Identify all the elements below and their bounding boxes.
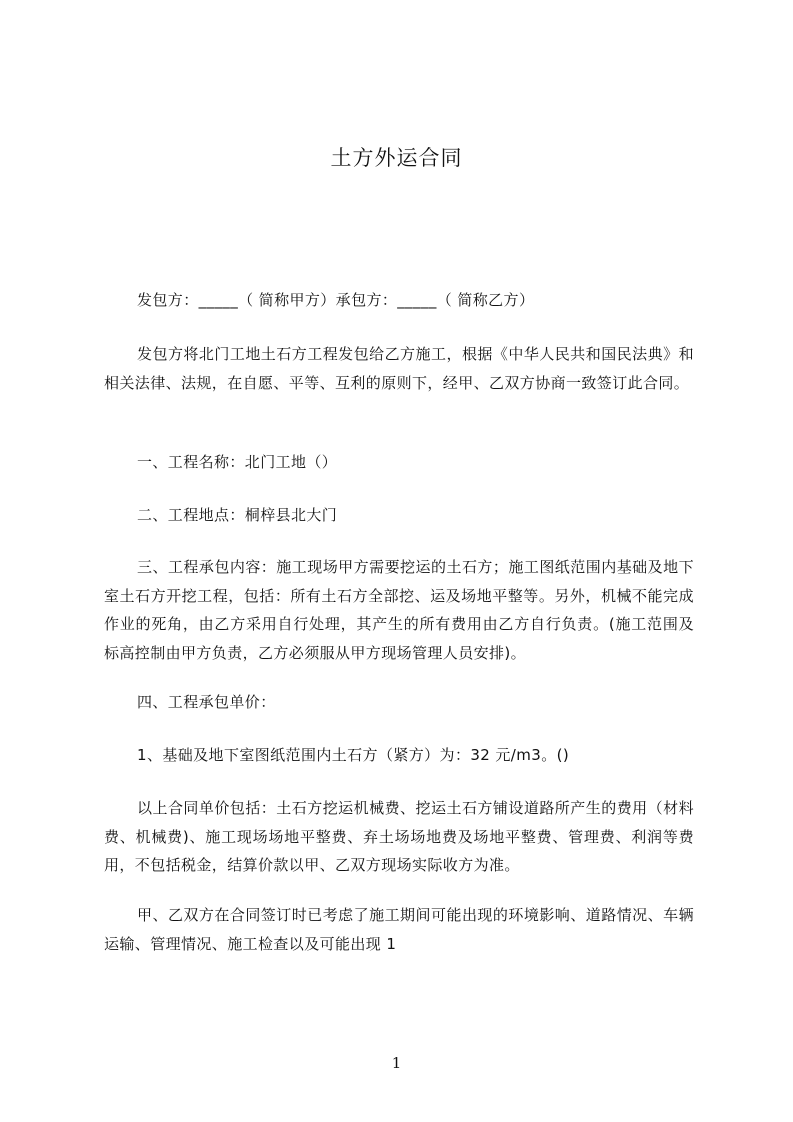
unit-price-item: 1、基础及地下室图纸范围内土石方（紧方）为：32 元/m3。() (137, 746, 570, 764)
project-name-clause: 一、工程名称：北门工地（） (137, 453, 338, 471)
project-location-clause: 二、工程地点：桐梓县北大门 (137, 506, 338, 524)
document-title: 土方外运合同 (330, 146, 463, 170)
contract-scope-clause: 三、工程承包内容：施工现场甲方需要挖运的土石方；施工图纸范围内基础及地下室土石方开挖工程，包括：所有土石方全部挖、运及场地平整等。另外，机械不能完成作业的死角，由乙方采用自行处理，其产生的所有费用由乙方自行负责。(施工范围及标高控制由甲方负责，乙方必须服从甲方现场管理人员安排)。 (104, 558, 694, 662)
final-paragraph: 甲、乙双方在合同签订时已考虑了施工期间可能出现的环境影响、道路情况、车辆运输、管理情况、施工检查以及可能出现 1 (104, 906, 694, 953)
page-number: 1 (391, 1054, 402, 1072)
parties-paragraph: 发包方：_____（ 简称甲方）承包方：_____（ 简称乙方） (137, 291, 535, 309)
price-includes-paragraph: 以上合同单价包括：土石方挖运机械费、挖运土石方铺设道路所产生的费用（材料费、机械费)、施工现场场地平整费、弃土场场地费及场地平整费、管理费、利润等费用，不包括税金，结算价款以甲、乙双方现场实际收方为准。 (104, 799, 694, 874)
unit-price-heading: 四、工程承包单价： (137, 693, 276, 711)
intro-paragraph: 发包方将北门工地土石方工程发包给乙方施工，根据《中华人民共和国民法典》和相关法律、法规，在自愿、平等、互利的原则下，经甲、乙双方协商一致签订此合同。 (104, 345, 694, 392)
